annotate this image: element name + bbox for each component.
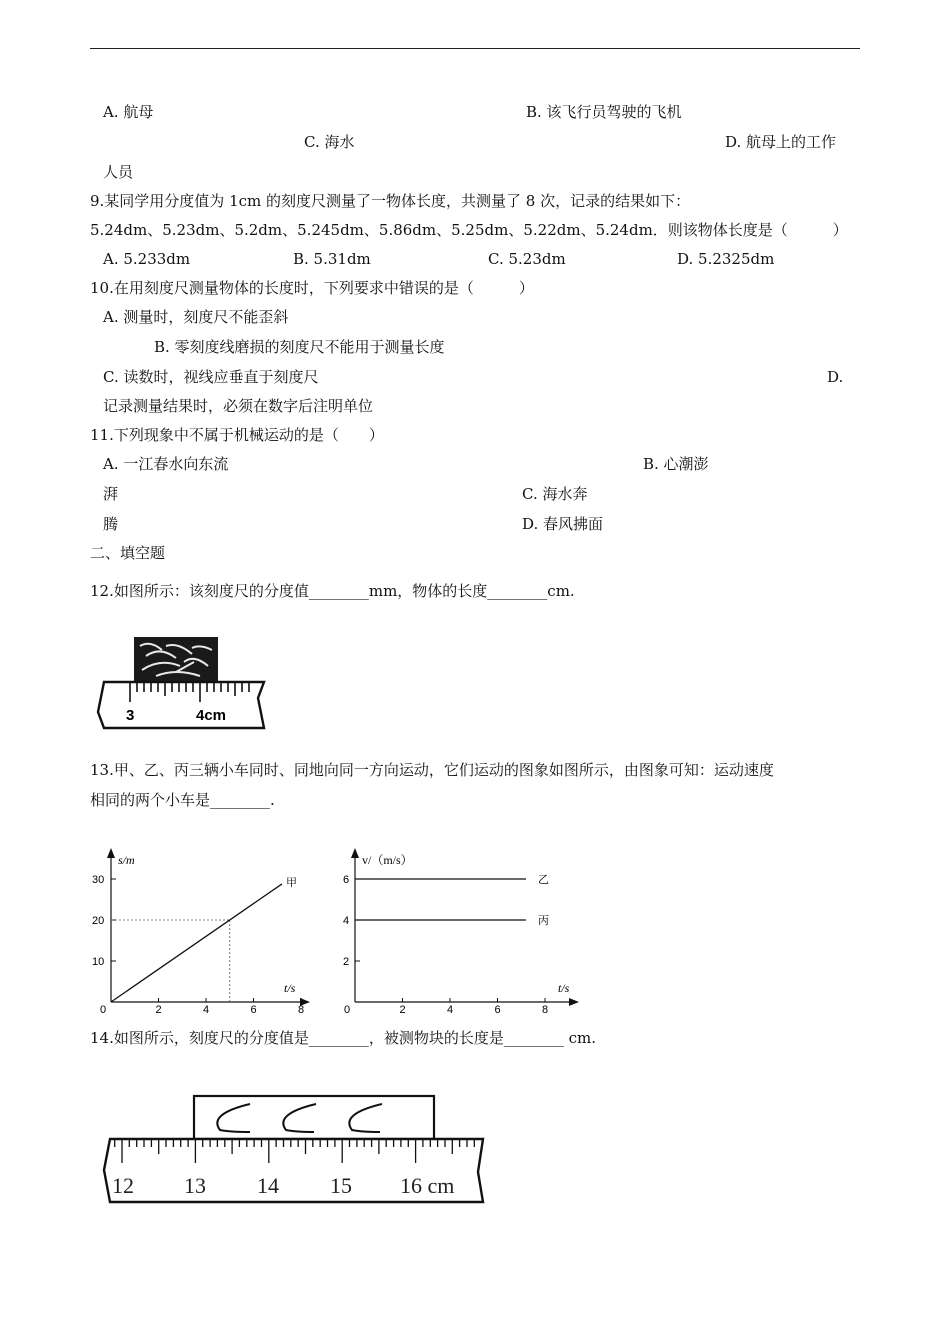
header-rule	[90, 48, 860, 49]
q12-ruler-figure	[96, 632, 268, 732]
q10-stem: 10.在用刻度尺测量物体的长度时，下列要求中错误的是（ ）	[90, 279, 534, 297]
vt-graph-y-tick-label: 2	[343, 956, 350, 968]
q8-option-b[interactable]: B. 该飞行员驾驶的飞机	[526, 103, 682, 121]
q10-option-a[interactable]: A. 测量时，刻度尺不能歪斜	[103, 308, 289, 326]
q9-option-d[interactable]: D. 5.2325dm	[677, 250, 775, 268]
st-graph-y-arrow	[107, 848, 115, 858]
st-graph-y-tick-label: 30	[92, 874, 105, 886]
vt-graph-series-label-yi: 乙	[538, 874, 549, 886]
q11-option-c-continued: 腾	[103, 515, 119, 533]
q11-option-c[interactable]: C. 海水奔	[522, 485, 588, 503]
q10-option-b[interactable]: B. 零刻度线磨损的刻度尺不能用于测量长度	[154, 338, 445, 356]
q8-option-a[interactable]: A. 航母	[103, 103, 154, 121]
q13-stem-line2: 相同的两个小车是________.	[90, 791, 275, 809]
q14-ruler-label-12: 12	[112, 1173, 134, 1198]
vt-graph-x-tick-label: 6	[494, 1004, 501, 1014]
q14-ruler-figure	[100, 1090, 490, 1210]
st-graph-y-tick-label: 20	[92, 915, 105, 927]
q14-ruler-label-14: 14	[257, 1173, 279, 1198]
section-title-fill-in: 二、填空题	[90, 544, 166, 562]
q8-option-d[interactable]: D. 航母上的工作	[725, 133, 837, 151]
q14-ruler-label-16cm: 16 cm	[400, 1173, 455, 1198]
st-graph-origin-label: 0	[100, 1004, 107, 1014]
q12-ruler-label-3: 3	[126, 707, 135, 724]
vt-graph-x-axis-label: t/s	[558, 981, 570, 995]
q12-ruler-label-4cm: 4cm	[196, 707, 227, 724]
q8-option-d-continued: 人员	[103, 163, 134, 181]
st-graph-x-tick-label: 2	[155, 1004, 162, 1014]
st-graph-y-tick-label: 10	[92, 956, 105, 968]
st-graph-x-tick-label: 4	[203, 1004, 210, 1014]
q9-stem-line1: 9.某同学用分度值为 1cm 的刻度尺测量了一物体长度，共测量了 8 次，记录的结果如下：	[90, 192, 691, 210]
q14-ruler-label-13: 13	[184, 1173, 206, 1198]
q12-ruler-body	[98, 682, 264, 728]
q11-option-b-continued: 湃	[103, 485, 119, 503]
q10-option-d-text: 记录测量结果时，必须在数字后注明单位	[103, 397, 374, 415]
q10-option-c[interactable]: C. 读数时，视线应垂直于刻度尺	[103, 368, 319, 386]
q9-stem-line2: 5.24dm、5.23dm、5.2dm、5.245dm、5.86dm、5.25dm、5.22dm、5.24dm．则该物体长度是（ ）	[90, 221, 848, 239]
q14-ruler-label-15: 15	[330, 1173, 352, 1198]
st-graph-x-tick-label: 8	[298, 1004, 305, 1014]
vt-graph-x-tick-label: 2	[399, 1004, 406, 1014]
q11-option-b[interactable]: B. 心潮澎	[643, 455, 709, 473]
q8-option-c[interactable]: C. 海水	[304, 133, 355, 151]
vt-graph-y-arrow	[351, 848, 359, 858]
st-graph-y-axis-label: s/m	[118, 853, 135, 867]
vt-graph-series-label-bing: 丙	[538, 915, 549, 927]
st-graph-series-label-jia: 甲	[286, 876, 297, 889]
st-graph-series-jia	[111, 884, 282, 1002]
q11-option-a[interactable]: A. 一江春水向东流	[103, 455, 229, 473]
vt-graph-y-tick-label: 4	[343, 915, 350, 927]
q14-stem: 14.如图所示，刻度尺的分度值是________，被测物块的长度是________ cm.	[90, 1029, 597, 1047]
st-graph	[86, 842, 316, 1014]
q10-option-d-label[interactable]: D.	[827, 368, 844, 386]
vt-graph-x-tick-label: 4	[447, 1004, 454, 1014]
q9-option-b[interactable]: B. 5.31dm	[293, 250, 371, 268]
st-graph-x-axis-label: t/s	[284, 981, 296, 995]
q11-option-d[interactable]: D. 春风拂面	[522, 515, 604, 533]
q11-stem: 11.下列现象中不属于机械运动的是（ ）	[90, 426, 384, 444]
q9-option-c[interactable]: C. 5.23dm	[488, 250, 566, 268]
vt-graph-y-axis-label: v/（m/s）	[362, 853, 413, 867]
vt-graph-x-tick-label: 8	[542, 1004, 549, 1014]
vt-graph-y-tick-label: 6	[343, 874, 350, 886]
q12-stem: 12.如图所示：该刻度尺的分度值________mm，物体的长度________cm.	[90, 582, 575, 600]
q13-stem-line1: 13.甲、乙、丙三辆小车同时、同地向同一方向运动，它们运动的图象如图所示，由图象可知：运动速度	[90, 761, 774, 779]
vt-graph	[330, 842, 590, 1014]
vt-graph-origin-label: 0	[344, 1004, 351, 1014]
q9-option-a[interactable]: A. 5.233dm	[103, 250, 191, 268]
vt-graph-x-arrow	[569, 998, 579, 1006]
st-graph-x-tick-label: 6	[250, 1004, 257, 1014]
